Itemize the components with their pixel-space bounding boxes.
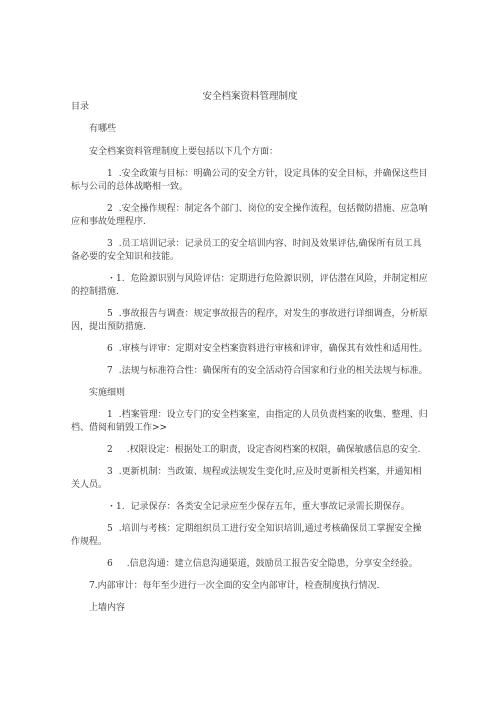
list-item bbox=[71, 365, 429, 378]
section-heading-rules: 实施细则 bbox=[89, 388, 126, 398]
item-number: 6 bbox=[107, 344, 113, 354]
item-text: .档案管理：设立专门的安全档案室，由指定的人员负责档案的收集、整理、归档、借阅和销毁工作>> bbox=[71, 410, 428, 433]
item-text: .法规与标准符合性：确保所有的安全活动符合国家和行业的相关法规与标准。 bbox=[118, 366, 428, 376]
item-text: .审核与评审：定期对安全档案资料进行审核和评审，确保其有效性和适用性。 bbox=[118, 344, 428, 354]
document-title: 安全档案资料管理制度 bbox=[202, 91, 298, 102]
item-text: 记录保存：各类安全记录应至少保存五年，重大事故记录需长期保存。 bbox=[130, 502, 410, 512]
item-number: 1 bbox=[107, 410, 113, 420]
item-text: .事故报告与调查：规定事故报告的程序，对发生的事故进行详细调查，分析原因，提出预防措施. bbox=[71, 309, 428, 332]
list-item bbox=[71, 409, 429, 435]
item-text: .安全操作规程：制定各个部门、岗位的安全操作流程，包括微防措施、应急响应和事故处理程序. bbox=[71, 204, 428, 227]
item-text: .员工培训记录：记录员工的安全培训内容、时间及效果评估,确保所有员工具备必要的安全知识和技能。 bbox=[71, 239, 422, 262]
list-item bbox=[71, 501, 429, 514]
item-number: 3 bbox=[107, 467, 113, 477]
section-heading-upper: 上墙内容 bbox=[89, 603, 126, 613]
item-text: 危险源识别与风险评估：定期进行危险源识别，评估潜在风险，并制定相应的控制措施. bbox=[71, 274, 428, 297]
list-item bbox=[71, 343, 429, 356]
item-number: ・1. bbox=[107, 502, 125, 512]
item-text: .培训与考核：定期组织员工进行安全知识培训,通过考核确保员工掌握安全操作规程。 bbox=[71, 524, 422, 547]
list-item bbox=[71, 238, 429, 264]
item-number: ・1. bbox=[107, 274, 125, 284]
section-heading-what: 有哪些 bbox=[89, 124, 117, 134]
list-item bbox=[71, 444, 429, 457]
item-text: .权限设定：根据处工的职责，设定杳阅档案的权限，确保敏感信息的安全. bbox=[126, 445, 421, 455]
item-number: 7. bbox=[89, 581, 98, 591]
item-number: 3 bbox=[107, 239, 113, 249]
item-number: 6 bbox=[107, 559, 113, 569]
item-number: 2 bbox=[107, 204, 113, 214]
list-item bbox=[71, 168, 429, 194]
item-number: 7 bbox=[107, 366, 113, 376]
list-item bbox=[71, 580, 433, 593]
item-number: 1 bbox=[107, 169, 113, 179]
list-item bbox=[71, 523, 429, 549]
item-number: 2 bbox=[107, 445, 113, 455]
intro-text: 安全档案资料管理制度上要包括以下几个方面： bbox=[89, 147, 279, 157]
item-text: .信息沟通：建立信息沟通渠道，鼓励员工报告安全隐患，分享安全经验。 bbox=[126, 559, 418, 569]
item-text: 内部审计：每年至少进行一次全面的安全内部审计，检查制度执行情况. bbox=[97, 581, 380, 591]
list-item bbox=[71, 558, 429, 571]
item-number: 5 bbox=[107, 524, 113, 534]
toc-label: 目录 bbox=[71, 102, 90, 112]
item-text: .更新机制：当政策、规程或法规发生变化时,应及时更新相关档案，并通知相关人员。 bbox=[71, 467, 422, 490]
list-item bbox=[71, 308, 429, 334]
list-item bbox=[71, 466, 429, 492]
item-text: .安全政策与目标：明确公司的安全方针，设定具体的安全目标，并确保这些目标与公司的总体战略相一致。 bbox=[71, 169, 428, 192]
list-item bbox=[71, 203, 429, 229]
list-item bbox=[71, 273, 429, 299]
item-number: 5 bbox=[107, 309, 113, 319]
